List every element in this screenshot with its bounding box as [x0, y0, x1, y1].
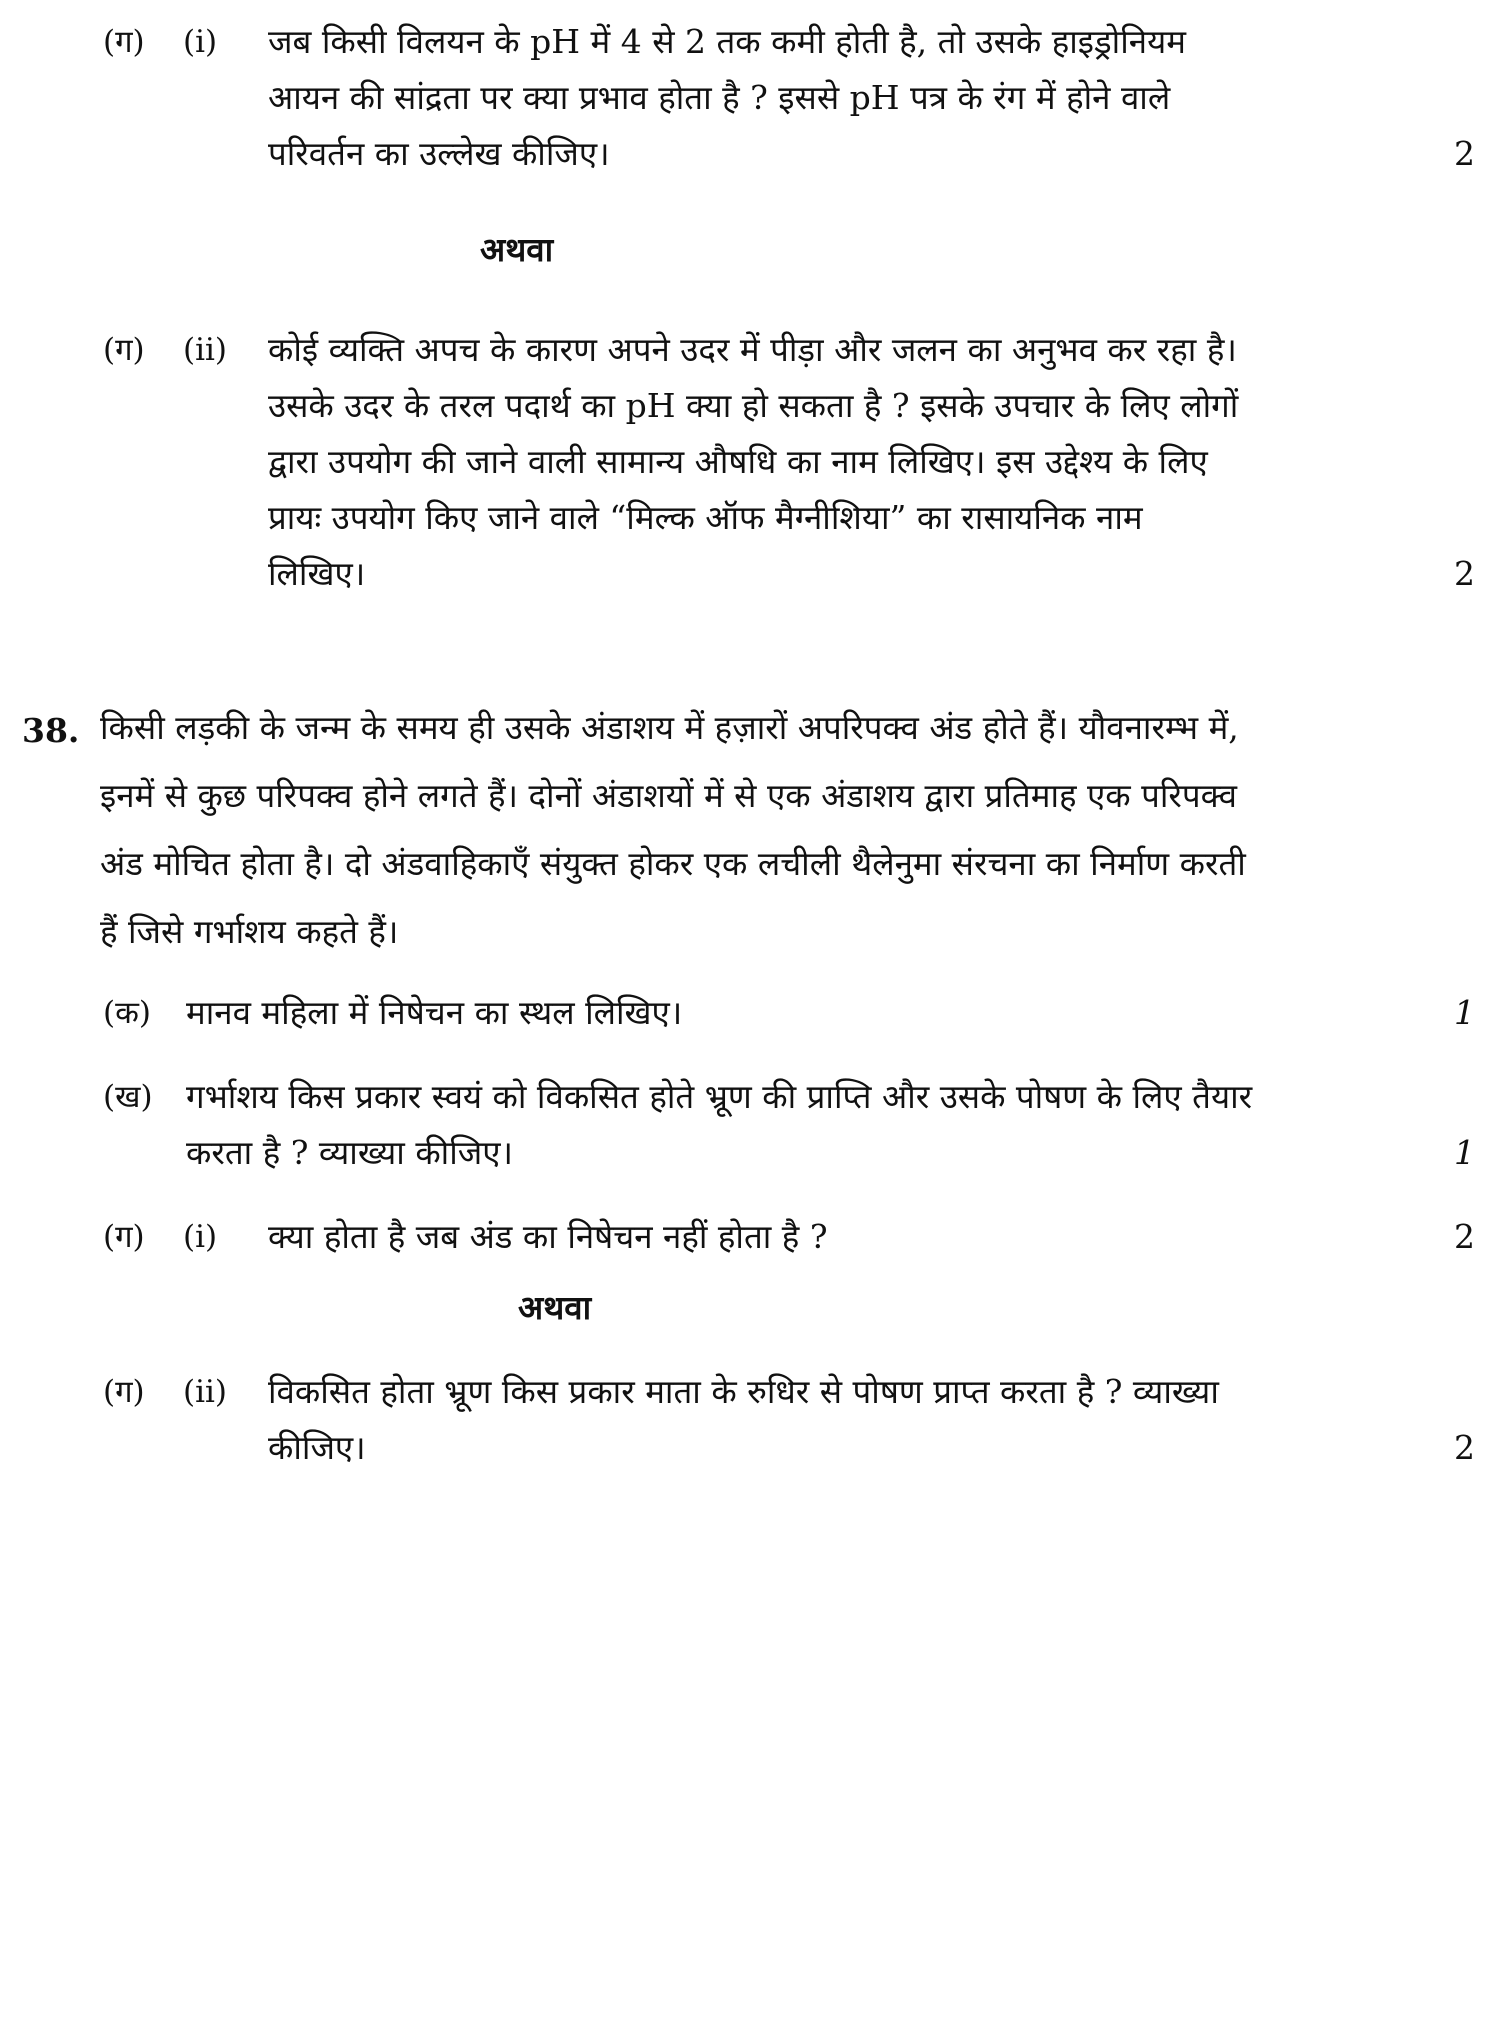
- marks: 1: [1454, 993, 1475, 1032]
- part-label: (ग): [103, 1219, 145, 1255]
- question-text-line: आयन की सांद्रता पर क्या प्रभाव होता है ? इससे pH पत्र के रंग में होने वाले: [268, 78, 1171, 117]
- question-text-line: किसी लड़की के जन्म के समय ही उसके अंडाशय में हज़ारों अपरिपक्व अंड होते हैं। यौवनारम्भ में,: [100, 708, 1239, 747]
- or-divider: अथवा: [480, 230, 554, 269]
- marks: 2: [1454, 1428, 1475, 1467]
- question-text-line: प्रायः उपयोग किए जाने वाले “मिल्क ऑफ मैग्नीशिया” का रासायनिक नाम: [268, 498, 1143, 537]
- question-text-line: द्वारा उपयोग की जाने वाली सामान्य औषधि का नाम लिखिए। इस उद्देश्य के लिए: [268, 442, 1208, 481]
- question-text-line: हैं जिसे गर्भाशय कहते हैं।: [100, 912, 399, 951]
- question-text-line: उसके उदर के तरल पदार्थ का pH क्या हो सकता है ? इसके उपचार के लिए लोगों: [268, 386, 1239, 425]
- part-label: (ग): [103, 332, 145, 368]
- question-text-line: कोई व्यक्ति अपच के कारण अपने उदर में पीड़ा और जलन का अनुभव कर रहा है।: [268, 330, 1237, 369]
- question-text-line: विकसित होता भ्रूण किस प्रकार माता के रुधिर से पोषण प्राप्त करता है ? व्याख्या: [268, 1372, 1219, 1411]
- question-text-line: लिखिए।: [268, 554, 366, 593]
- question-text-line: कीजिए।: [268, 1428, 366, 1467]
- question-text-line: परिवर्तन का उल्लेख कीजिए।: [268, 134, 610, 173]
- part-label: (ग): [103, 24, 145, 60]
- or-divider: अथवा: [518, 1288, 592, 1327]
- question-text-line: अंड मोचित होता है। दो अंडवाहिकाएँ संयुक्त होकर एक लचीली थैलेनुमा संरचना का निर्माण करती: [100, 844, 1246, 883]
- marks: 2: [1454, 554, 1475, 593]
- marks: 2: [1454, 134, 1475, 173]
- question-number: 38.: [22, 711, 80, 750]
- subpart-label: (i): [183, 24, 218, 60]
- marks: 1: [1454, 1133, 1475, 1172]
- question-text-line: गर्भाशय किस प्रकार स्वयं को विकसित होते भ्रूण की प्राप्ति और उसके पोषण के लिए तैयार: [186, 1077, 1253, 1116]
- subpart-label: (i): [183, 1219, 218, 1255]
- part-label: (ग): [103, 1374, 145, 1410]
- question-text-line: जब किसी विलयन के pH में 4 से 2 तक कमी होती है, तो उसके हाइड्रोनियम: [268, 22, 1186, 61]
- question-text-line: क्या होता है जब अंड का निषेचन नहीं होता है ?: [268, 1217, 828, 1256]
- question-text-line: इनमें से कुछ परिपक्व होने लगते हैं। दोनों अंडाशयों में से एक अंडाशय द्वारा प्रतिमाह एक परिपक्व: [100, 776, 1237, 815]
- marks: 2: [1454, 1217, 1475, 1256]
- question-text-line: मानव महिला में निषेचन का स्थल लिखिए।: [186, 993, 683, 1032]
- part-label: (ख): [103, 1079, 153, 1115]
- part-label: (क): [103, 995, 151, 1031]
- subpart-label: (ii): [183, 1374, 228, 1410]
- question-text-line: करता है ? व्याख्या कीजिए।: [186, 1133, 514, 1172]
- subpart-label: (ii): [183, 332, 228, 368]
